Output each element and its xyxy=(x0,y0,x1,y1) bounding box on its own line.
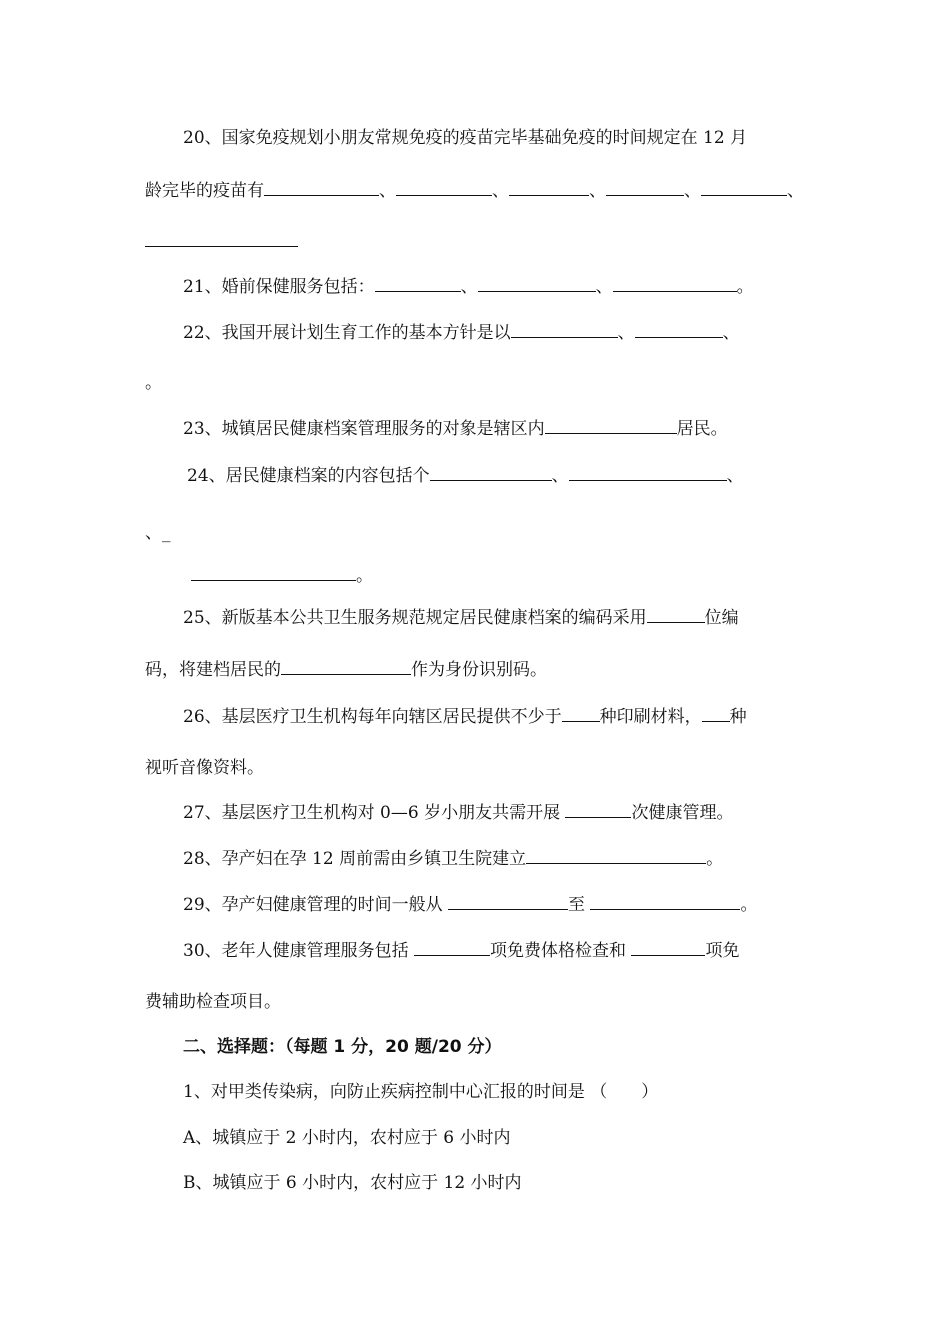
answer-blank[interactable] xyxy=(590,894,740,910)
answer-blank[interactable] xyxy=(606,180,684,196)
answer-blank[interactable] xyxy=(396,180,492,196)
answer-blank[interactable] xyxy=(448,894,568,910)
answer-blank[interactable] xyxy=(702,706,730,722)
question-21: 21、婚前保健服务包括： 、 、 。 xyxy=(183,277,754,297)
question-23: 23、城镇居民健康档案管理服务的对象是辖区内 居民。 xyxy=(183,419,728,439)
mc-question-1: 1、对甲类传染病，向防止疾病控制中心汇报的时间是 （ ） xyxy=(183,1082,659,1102)
question-20-text: 20、国家免疫规划小朋友常规免疫的疫苗完毕基础免疫的时间规定在 12 月 xyxy=(183,128,748,148)
question-22: 22、我国开展计划生育工作的基本方针是以 、 、 xyxy=(183,323,740,343)
question-25-line1: 25、新版基本公共卫生服务规范规定居民健康档案的编码采用 位编 xyxy=(183,608,739,628)
question-29: 29、孕产妇健康管理的时间一般从 至 。 xyxy=(183,895,758,915)
answer-blank[interactable] xyxy=(613,276,737,292)
question-20-line1 xyxy=(183,127,747,149)
answer-blank[interactable] xyxy=(511,322,618,338)
answer-blank[interactable] xyxy=(375,276,461,292)
answer-blank[interactable] xyxy=(635,322,723,338)
answer-blank[interactable] xyxy=(478,276,596,292)
answer-blank[interactable] xyxy=(565,802,631,818)
question-30-line2: 费辅助检查项目。 xyxy=(145,992,281,1012)
question-28: 28、孕产妇在孕 12 周前需由乡镇卫生院建立 。 xyxy=(183,849,724,869)
answer-blank[interactable] xyxy=(145,246,298,247)
answer-blank[interactable] xyxy=(647,607,705,623)
question-27: 27、基层医疗卫生机构对 0—6 岁小朋友共需开展 次健康管理。 xyxy=(183,803,734,823)
answer-blank[interactable] xyxy=(526,848,706,864)
question-24-cont2: 。 xyxy=(191,565,373,587)
answer-blank[interactable] xyxy=(569,465,727,481)
section-title: 二、选择题：（每题 1 分，20 题/20 分） xyxy=(183,1037,502,1057)
mc-option-a[interactable]: A、城镇应于 2 小时内，农村应于 6 小时内 xyxy=(183,1128,511,1148)
question-26-line2: 视听音像资料。 xyxy=(145,758,264,778)
question-24: 24、居民健康档案的内容包括个 、 、 xyxy=(187,466,744,486)
answer-blank[interactable] xyxy=(545,418,677,434)
answer-blank[interactable] xyxy=(562,706,600,722)
answer-blank[interactable] xyxy=(701,180,787,196)
answer-blank[interactable] xyxy=(281,659,411,675)
question-25-line2: 码，将建档居民的 作为身份识别码。 xyxy=(145,660,547,680)
question-24-cont: 、_ xyxy=(145,523,171,543)
question-20-line2: 龄完毕的疫苗有 、 、 、 、 、 xyxy=(145,181,804,201)
answer-blank[interactable] xyxy=(264,180,379,196)
answer-blank[interactable] xyxy=(191,565,356,581)
answer-blank[interactable] xyxy=(509,180,589,196)
question-30-line1: 30、老年人健康管理服务包括 项免费体格检查和 项免 xyxy=(183,941,740,961)
answer-blank[interactable] xyxy=(631,940,705,956)
answer-blank[interactable] xyxy=(414,940,490,956)
answer-blank[interactable] xyxy=(430,465,552,481)
mc-option-b[interactable]: B、城镇应于 6 小时内，农村应于 12 小时内 xyxy=(183,1173,522,1193)
question-22-cont: 。 xyxy=(145,373,162,393)
question-26-line1: 26、基层医疗卫生机构每年向辖区居民提供不少于 种印刷材料， 种 xyxy=(183,707,747,727)
